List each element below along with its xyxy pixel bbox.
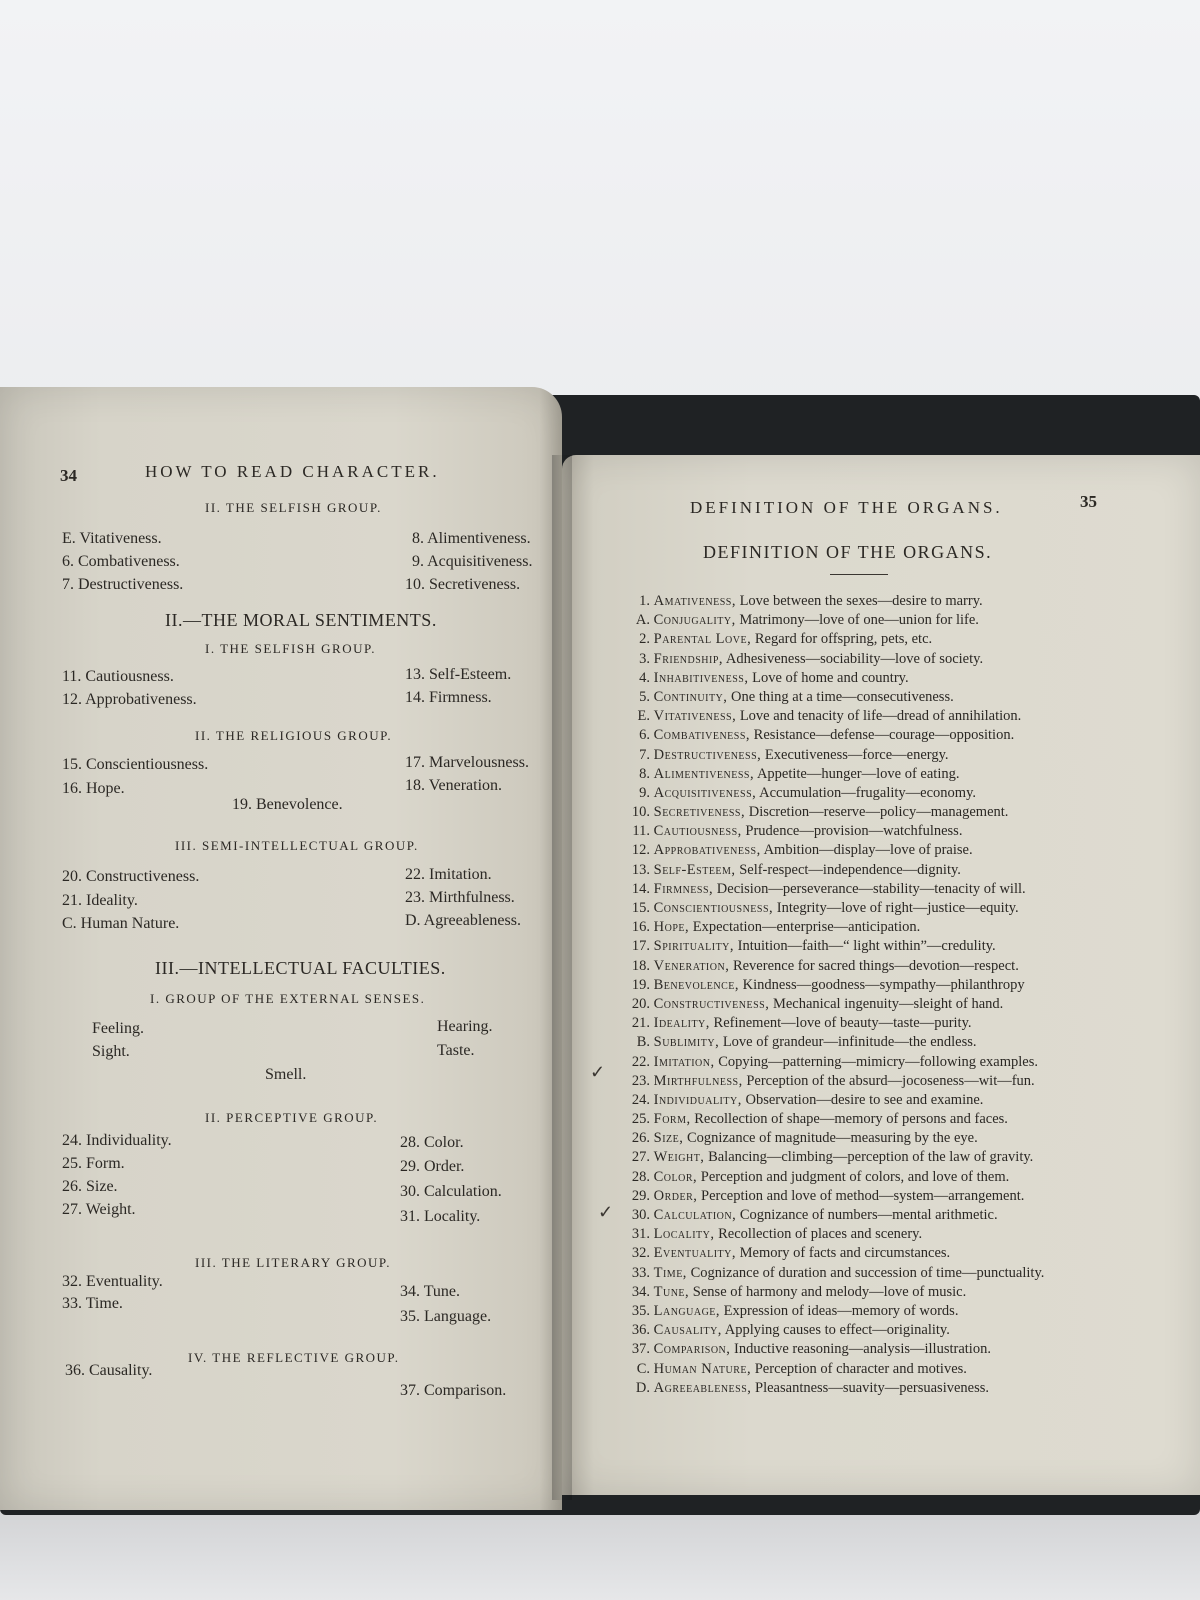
definition-row <box>622 899 1182 918</box>
definition-key: 27. <box>631 1149 650 1166</box>
definition-row <box>622 880 1182 899</box>
definition-text: Balancing—climbing—perception of the law of gravity. <box>708 1149 1034 1166</box>
organ-item: 8. Alimentiveness. <box>412 530 531 547</box>
definition-text: Copying—patterning—mimicry—following examples. <box>718 1053 1038 1070</box>
definition-key: 30. <box>631 1207 650 1223</box>
definition-key: 7. <box>639 746 650 763</box>
definition-text: Kindness—goodness—sympathy—philanthropy <box>742 976 1025 993</box>
left-page-number: 34 <box>60 466 77 485</box>
organ-name: Locality, <box>653 1226 715 1243</box>
organ-name: Inhabitiveness, <box>653 669 749 686</box>
organ-item: 11. Cautiousness. <box>62 668 174 685</box>
definition-row <box>622 1148 1182 1167</box>
organ-item: 7. Destructiveness. <box>62 576 184 593</box>
definition-key: 21. <box>631 1015 650 1032</box>
organ-item: 20. Constructiveness. <box>62 868 200 885</box>
definition-row <box>622 1168 1182 1187</box>
definition-key: 9. <box>639 784 650 801</box>
definition-text: Regard for offspring, pets, etc. <box>754 631 933 648</box>
organ-item: 27. Weight. <box>62 1201 136 1218</box>
organ-item: 17. Marvelousness. <box>405 754 529 771</box>
definition-key: 3. <box>639 650 650 667</box>
definition-text: Ambition—display—love of praise. <box>763 842 973 859</box>
definition-key: 23. <box>631 1072 650 1089</box>
definition-text: Reverence for sacred things—devotion—respect. <box>732 957 1019 974</box>
definition-row <box>622 937 1182 956</box>
organ-item: 9. Acquisitiveness. <box>412 553 533 570</box>
organ-name: Alimentiveness, <box>653 765 755 782</box>
organ-name: Firmness, <box>653 880 714 897</box>
organ-item: 32. Eventuality. <box>62 1273 163 1290</box>
organ-name: Tune, <box>653 1283 690 1300</box>
definition-text: Recollection of places and scenery. <box>718 1226 923 1243</box>
organ-item: C. Human Nature. <box>62 915 180 932</box>
definition-text: Recollection of shape—memory of persons and faces. <box>694 1111 1008 1128</box>
organ-name: Imitation, <box>653 1053 715 1070</box>
definition-text: Discretion—reserve—policy—management. <box>748 804 1009 821</box>
organ-name: Time, <box>653 1264 687 1281</box>
organ-name: Destructiveness, <box>653 746 762 763</box>
definition-row <box>622 1110 1182 1129</box>
definition-text: Matrimony—love of one—union for life. <box>739 612 979 629</box>
definition-key: 11. <box>632 823 650 840</box>
definition-row <box>622 1014 1182 1033</box>
organ-item: 15. Conscientiousness. <box>62 756 209 773</box>
organ-item: 37. Comparison. <box>400 1382 507 1399</box>
definition-text: Expression of ideas—memory of words. <box>723 1302 959 1319</box>
organ-name: Language, <box>653 1302 721 1319</box>
definition-text: Intuition—faith—“ light within”—credulity. <box>737 938 996 955</box>
definition-row <box>622 630 1182 649</box>
organ-name: Human Nature, <box>653 1360 752 1377</box>
page-title: DEFINITION OF THE ORGANS. <box>703 542 993 562</box>
organ-item: 10. Secretiveness. <box>405 576 521 593</box>
definition-text: Perception of character and motives. <box>754 1360 967 1377</box>
right-running-head: DEFINITION OF THE ORGANS. <box>690 498 1003 517</box>
definition-text: Expectation—enterprise—anticipation. <box>692 919 921 936</box>
definition-text: Resistance—defense—courage—opposition. <box>753 727 1015 744</box>
definition-row <box>622 650 1182 669</box>
definition-key: 15. <box>631 900 650 916</box>
organ-name: Cautiousness, <box>653 823 742 840</box>
organ-name: Spirituality, <box>653 938 735 955</box>
organ-name: Mirthfulness, <box>653 1072 743 1089</box>
organ-item: 28. Color. <box>400 1134 464 1151</box>
definition-key: 28. <box>631 1168 650 1185</box>
organ-item: 35. Language. <box>400 1308 492 1325</box>
organ-item: 25. Form. <box>62 1155 125 1172</box>
organ-name: Friendship, <box>653 650 724 667</box>
organ-name: Form, <box>653 1111 691 1128</box>
title-rule <box>830 574 888 575</box>
organ-name: Conscientiousness, <box>653 900 774 916</box>
definition-row <box>622 611 1182 630</box>
definition-key: 1. <box>639 593 650 609</box>
definition-key: 36. <box>631 1322 650 1339</box>
definition-key: 13. <box>631 861 650 878</box>
definition-row <box>622 1244 1182 1263</box>
organ-item: Hearing. <box>437 1018 493 1035</box>
organ-name: Continuity, <box>653 688 728 705</box>
definition-row <box>622 1360 1182 1379</box>
definition-row <box>622 707 1182 726</box>
definition-key: 31. <box>631 1226 650 1243</box>
definition-row <box>622 1072 1182 1091</box>
definition-text: One thing at a time—consecutiveness. <box>731 688 954 705</box>
definition-row <box>622 1264 1182 1283</box>
definition-key: 20. <box>631 995 650 1012</box>
definition-key: 4. <box>639 669 650 686</box>
definition-key: 17. <box>631 938 650 955</box>
section-title: II.—THE MORAL SENTIMENTS. <box>165 610 437 630</box>
organ-name: Size, <box>653 1130 684 1147</box>
organ-name: Eventuality, <box>653 1245 736 1262</box>
organ-item: 30. Calculation. <box>400 1183 502 1200</box>
definition-key: 24. <box>631 1091 650 1108</box>
organ-item: 33. Time. <box>62 1295 123 1312</box>
group-heading: III. SEMI-INTELLECTUAL GROUP. <box>175 838 419 853</box>
organ-item: 6. Combativeness. <box>62 553 180 570</box>
organ-item: 21. Ideality. <box>62 892 138 909</box>
definition-text: Mechanical ingenuity—sleight of hand. <box>772 995 1004 1012</box>
organ-name: Hope, <box>653 919 690 936</box>
definition-text: Love between the sexes—desire to marry. <box>739 593 983 609</box>
organ-name: Color, <box>653 1168 698 1185</box>
group-heading: IV. THE REFLECTIVE GROUP. <box>188 1350 400 1365</box>
group-heading: II. THE SELFISH GROUP. <box>205 500 382 515</box>
definition-text: Executiveness—force—energy. <box>764 746 949 763</box>
pencil-check-mark-icon: ✓ <box>590 1062 606 1082</box>
definition-text: Decision—perseverance—stability—tenacity of will. <box>716 880 1026 897</box>
organ-name: Comparison, <box>653 1341 731 1358</box>
organ-item: 24. Individuality. <box>62 1132 172 1149</box>
organ-item: Sight. <box>92 1043 130 1060</box>
organ-item: 26. Size. <box>62 1178 118 1195</box>
definition-key: 34. <box>631 1283 650 1300</box>
definition-key: 10. <box>631 804 650 821</box>
definition-text: Pleasantness—suavity—persuasiveness. <box>755 1379 990 1396</box>
definition-row <box>622 1053 1182 1072</box>
organ-item: 18. Veneration. <box>405 777 503 794</box>
definition-text: Love and tenacity of life—dread of annihilation. <box>739 708 1022 725</box>
definition-row <box>622 592 1182 611</box>
organ-name: Secretiveness, <box>653 804 746 821</box>
definition-text: Observation—desire to see and examine. <box>745 1091 984 1108</box>
definition-key: D. <box>635 1379 650 1396</box>
organ-name: Benevolence, <box>653 976 740 993</box>
organ-name: Order, <box>653 1187 698 1204</box>
definition-key: 26. <box>631 1130 650 1147</box>
organ-name: Constructiveness, <box>653 995 770 1012</box>
definition-key: C. <box>636 1360 650 1377</box>
definition-text: Inductive reasoning—analysis—illustration. <box>734 1341 991 1358</box>
organ-name: Individuality, <box>653 1091 742 1108</box>
definition-row <box>622 669 1182 688</box>
definition-key: 5. <box>639 688 650 705</box>
organ-name: Parental Love, <box>653 631 752 648</box>
definition-row <box>622 822 1182 841</box>
definition-text: Sense of harmony and melody—love of music. <box>692 1283 967 1300</box>
organ-item: 22. Imitation. <box>405 866 492 883</box>
organ-item: 16. Hope. <box>62 780 125 797</box>
definition-text: Prudence—provision—watchfulness. <box>745 823 963 840</box>
definition-key: A. <box>635 612 650 629</box>
organ-name: Amativeness, <box>653 593 736 609</box>
definition-key: 14. <box>631 880 650 897</box>
group-heading: II. PERCEPTIVE GROUP. <box>205 1110 379 1125</box>
organ-name: Causality, <box>653 1322 722 1339</box>
definition-key: 12. <box>631 842 650 859</box>
organ-name: Veneration, <box>653 957 730 974</box>
definition-key: 6. <box>639 727 650 744</box>
definition-text: Applying causes to effect—originality. <box>724 1322 950 1339</box>
definition-key: 25. <box>631 1111 650 1128</box>
book-gutter <box>552 455 572 1500</box>
organ-name: Agreeableness, <box>653 1379 752 1396</box>
definition-text: Adhesiveness—sociability—love of society. <box>725 650 984 667</box>
organ-item: D. Agreeableness. <box>405 912 521 929</box>
definition-key: 33. <box>631 1264 650 1281</box>
definition-row <box>622 688 1182 707</box>
definition-text: Cognizance of magnitude—measuring by the eye. <box>687 1130 978 1147</box>
organ-item: Smell. <box>265 1066 307 1083</box>
organ-item: E. Vitativeness. <box>62 530 162 547</box>
group-heading: I. GROUP OF THE EXTERNAL SENSES. <box>150 991 426 1006</box>
group-heading: I. THE SELFISH GROUP. <box>205 641 377 656</box>
organ-name: Acquisitiveness, <box>653 784 757 801</box>
definition-row <box>622 1321 1182 1340</box>
definition-row <box>622 1129 1182 1148</box>
definition-text: Appetite—hunger—love of eating. <box>756 765 960 782</box>
definition-text: Love of grandeur—infinitude—the endless. <box>722 1034 977 1051</box>
definition-row <box>622 1379 1182 1398</box>
definition-row <box>622 1091 1182 1110</box>
definition-key: 8. <box>639 765 650 782</box>
organ-item: 12. Approbativeness. <box>62 691 197 708</box>
organ-item: 13. Self-Esteem. <box>405 666 512 683</box>
definition-text: Cognizance of numbers—mental arithmetic. <box>739 1207 998 1223</box>
organ-item: 14. Firmness. <box>405 689 492 706</box>
definition-row <box>622 918 1182 937</box>
organ-item: 19. Benevolence. <box>232 796 343 813</box>
organ-item: Feeling. <box>92 1020 144 1037</box>
definition-text: Perception and judgment of colors, and love of them. <box>700 1168 1010 1185</box>
organ-item: 34. Tune. <box>400 1283 461 1300</box>
organ-name: Conjugality, <box>653 612 736 629</box>
organ-name: Approbativeness, <box>653 842 761 859</box>
organ-name: Sublimity, <box>653 1034 720 1051</box>
definition-key: 22. <box>631 1053 650 1070</box>
definition-row <box>622 765 1182 784</box>
definition-row <box>622 1340 1182 1359</box>
definition-key: 2. <box>639 631 650 648</box>
definition-key: 29. <box>631 1187 650 1204</box>
organ-name: Weight, <box>653 1149 705 1166</box>
definition-row <box>622 1302 1182 1321</box>
definition-row <box>622 861 1182 880</box>
organ-name: Self-Esteem, <box>653 861 736 878</box>
definition-text: Cognizance of duration and succession of time—punctuality. <box>690 1264 1045 1281</box>
definition-key: E. <box>637 708 650 725</box>
definition-row <box>622 976 1182 995</box>
definition-text: Refinement—love of beauty—taste—purity. <box>713 1015 972 1032</box>
definition-row <box>622 1283 1182 1302</box>
definition-key: 37. <box>631 1341 650 1358</box>
definition-row <box>622 1033 1182 1052</box>
definition-text: Memory of facts and circumstances. <box>739 1245 951 1262</box>
organ-item: 23. Mirthfulness. <box>405 889 515 906</box>
definition-row <box>622 957 1182 976</box>
section-title: III.—INTELLECTUAL FACULTIES. <box>155 958 446 978</box>
definition-row <box>622 726 1182 745</box>
organ-item: 29. Order. <box>400 1158 465 1175</box>
definition-row <box>622 841 1182 860</box>
organ-name: Combativeness, <box>653 727 751 744</box>
definition-list <box>622 592 1182 1398</box>
definition-row <box>622 803 1182 822</box>
definition-text: Perception and love of method—system—arrangement. <box>701 1187 1025 1204</box>
definition-key: 19. <box>631 976 650 993</box>
definition-row <box>622 784 1182 803</box>
pencil-check-mark-icon: ✓ <box>598 1202 614 1222</box>
group-heading: III. THE LITERARY GROUP. <box>195 1255 391 1270</box>
organ-name: Vitativeness, <box>653 708 737 725</box>
organ-item: Taste. <box>437 1042 475 1059</box>
definition-row <box>622 746 1182 765</box>
definition-row <box>622 1187 1182 1206</box>
definition-row <box>622 1225 1182 1244</box>
organ-item: 31. Locality. <box>400 1208 481 1225</box>
group-heading: II. THE RELIGIOUS GROUP. <box>195 728 393 743</box>
definition-row <box>622 1206 1182 1225</box>
organ-name: Ideality, <box>653 1015 710 1032</box>
definition-key: 18. <box>631 957 650 974</box>
definition-text: Love of home and country. <box>752 669 909 686</box>
left-running-head: HOW TO READ CHARACTER. <box>145 462 440 481</box>
organ-item: 36. Causality. <box>65 1362 153 1379</box>
definition-text: Integrity—love of right—justice—equity. <box>776 900 1019 916</box>
definition-key: B. <box>636 1034 650 1051</box>
definition-key: 32. <box>631 1245 650 1262</box>
definition-text: Perception of the absurd—jocoseness—wit—fun. <box>746 1072 1035 1089</box>
definition-key: 16. <box>631 919 650 936</box>
organ-name: Calculation, <box>653 1207 737 1223</box>
definition-key: 35. <box>631 1302 650 1319</box>
definition-row <box>622 995 1182 1014</box>
right-page-number: 35 <box>1080 492 1097 511</box>
definition-text: Self-respect—independence—dignity. <box>739 861 961 878</box>
definition-text: Accumulation—frugality—economy. <box>759 784 977 801</box>
